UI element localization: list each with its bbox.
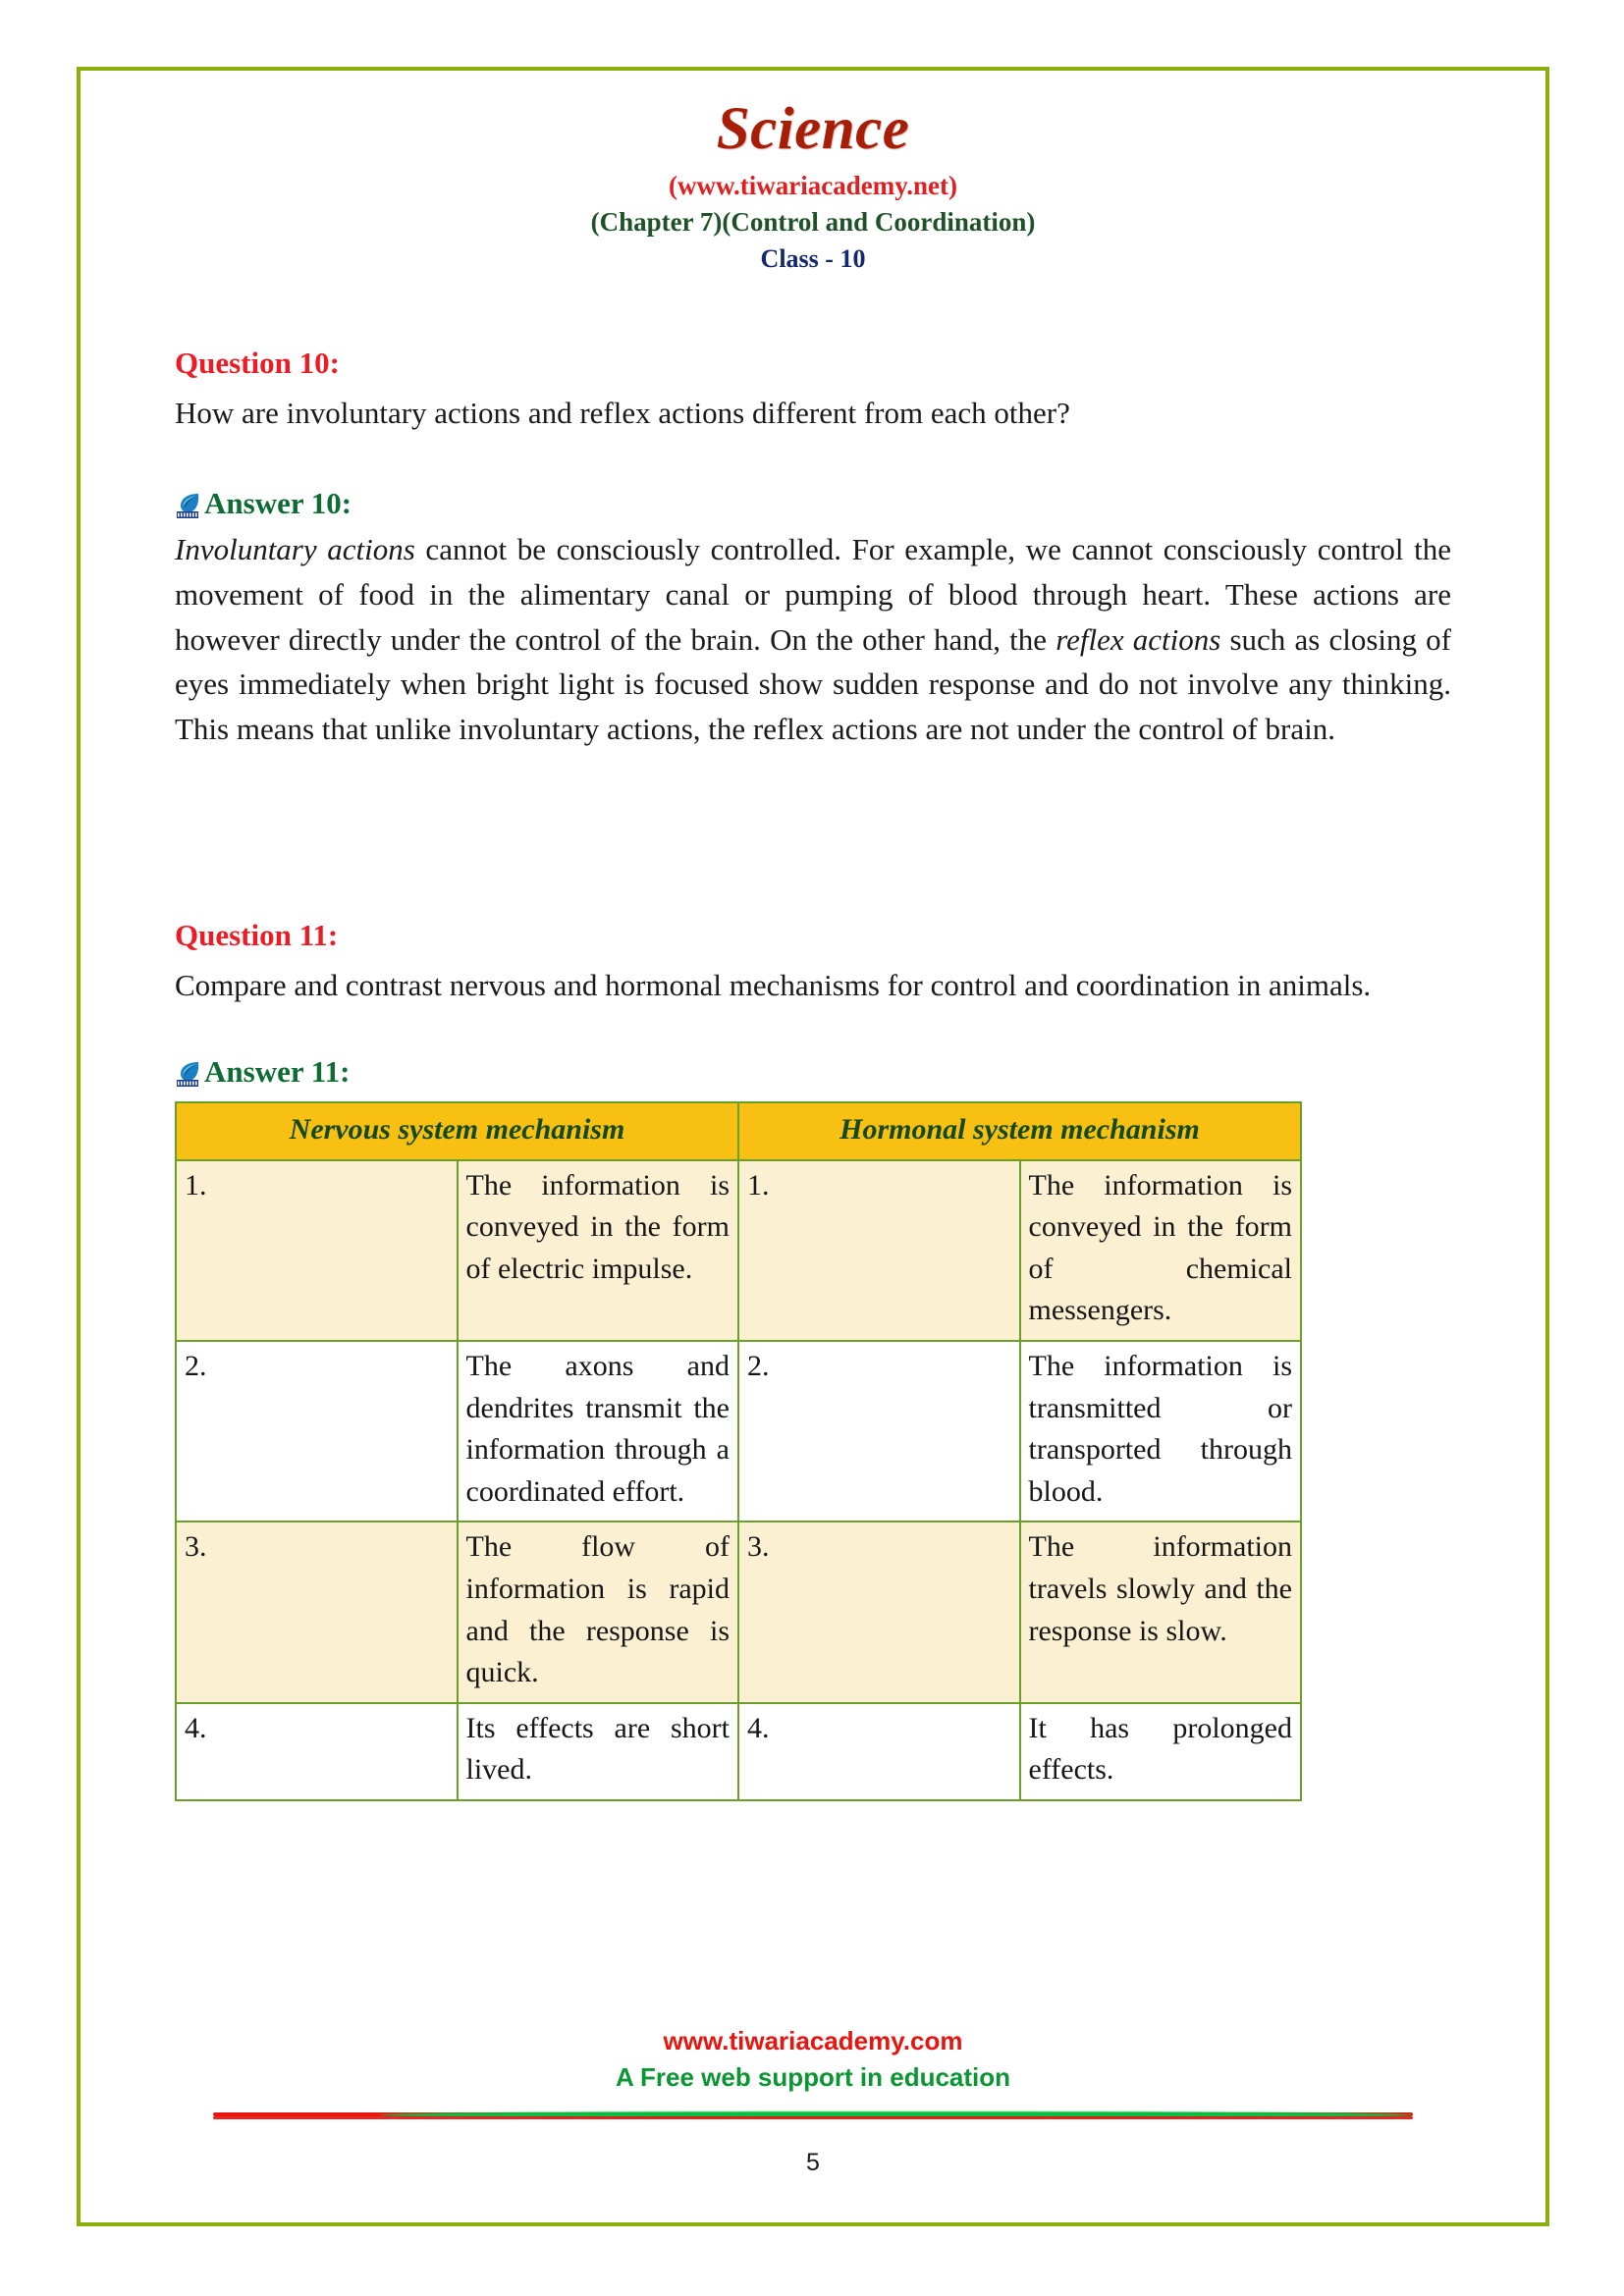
table-row — [176, 1341, 1301, 1522]
row-4-left-number: 4. — [176, 1703, 458, 1800]
row-3-right-text: The information travels slowly and the response is slow. — [1020, 1522, 1302, 1702]
row-4-right-number: 4. — [738, 1703, 1020, 1800]
header-chapter: (Chapter 7)(Control and Coordination) — [590, 207, 1036, 238]
answer-10-text — [175, 527, 1451, 752]
question-10-block — [175, 345, 1451, 752]
table-row — [176, 1522, 1301, 1702]
footer-divider-red-lower — [213, 2116, 1413, 2119]
page-number: 5 — [806, 2149, 820, 2176]
answer-10-heading-row — [175, 485, 1451, 521]
table-header-hormonal: Hormonal system mechanism — [738, 1102, 1301, 1160]
question-10-text: How are involuntary actions and reflex actions different from each other? — [175, 395, 1070, 430]
table-body — [176, 1160, 1301, 1800]
document-footer — [77, 2024, 1549, 2120]
comparison-table — [175, 1101, 1302, 1801]
header-class: Class - 10 — [760, 243, 866, 273]
answer-11-heading-row — [175, 1053, 1451, 1090]
table-head — [176, 1102, 1301, 1160]
footer-divider — [213, 2109, 1413, 2120]
question-11-heading: Question 11: — [175, 918, 339, 953]
row-1-left-number: 1. — [176, 1160, 458, 1341]
table-header-row — [176, 1102, 1301, 1160]
page-content — [77, 67, 1549, 2226]
footer-tagline: A Free web support in education — [615, 2061, 1011, 2092]
row-2-right-number: 2. — [738, 1341, 1020, 1522]
question-11-text: Compare and contrast nervous and hormonal mechanisms for control and coordination in animals. — [175, 967, 1372, 1002]
table-row — [176, 1703, 1301, 1800]
page-title: Science — [716, 96, 910, 162]
row-2-left-number: 2. — [176, 1341, 458, 1522]
row-4-left-text: Its effects are short lived. — [458, 1703, 739, 1800]
leaf-logo-icon — [175, 1059, 204, 1089]
row-1-left-text: The information is conveyed in the form of electric impulse. — [458, 1160, 739, 1341]
document-header — [175, 98, 1451, 274]
row-2-right-text: The information is transmitted or transported through blood. — [1020, 1341, 1302, 1522]
row-3-right-number: 3. — [738, 1522, 1020, 1702]
table-row — [176, 1160, 1301, 1341]
row-1-right-number: 1. — [738, 1160, 1020, 1341]
row-3-left-number: 3. — [176, 1522, 458, 1702]
question-10-heading: Question 10: — [175, 346, 340, 381]
answer-10-normal-2: such as closing of eyes immediately when bright light is focused show sudden response and do not involve any thinking. This means that unlike involuntary actions, the reflex actions are not under the control of brain. — [175, 621, 1451, 747]
row-1-right-text: The information is conveyed in the form of chemical messengers. — [1020, 1160, 1302, 1341]
answer-10-normal-1: cannot be consciously controlled. For example, we cannot consciously control the movement of food in the alimentary canal or pumping of blood through heart. These actions are however directly under the control of the brain. On the other hand, the — [175, 531, 1451, 657]
row-2-left-text: The axons and dendrites transmit the information through a coordinated effort. — [458, 1341, 739, 1522]
footer-website[interactable]: www.tiwariacademy.com — [663, 2025, 963, 2056]
answer-10-heading: Answer 10: — [204, 485, 352, 520]
answer-10-italic-1: Involuntary actions — [175, 531, 415, 566]
leaf-logo-icon — [175, 491, 204, 520]
answer-11-heading: Answer 11: — [204, 1053, 351, 1089]
row-3-left-text: The flow of information is rapid and the response is quick. — [458, 1522, 739, 1702]
table-header-nervous: Nervous system mechanism — [176, 1102, 738, 1160]
header-website: (www.tiwariacademy.net) — [669, 171, 957, 201]
answer-10-italic-2: reflex actions — [1056, 621, 1221, 657]
question-11-block — [175, 917, 1451, 1801]
row-4-right-text: It has prolonged effects. — [1020, 1703, 1302, 1800]
